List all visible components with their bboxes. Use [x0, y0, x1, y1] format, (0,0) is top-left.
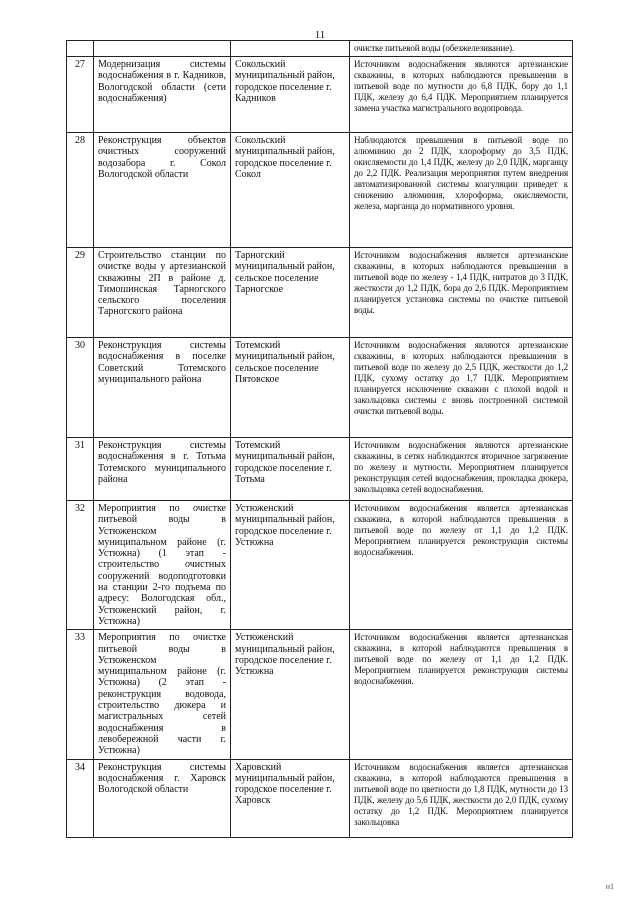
table-row [67, 338, 573, 438]
project-name: Строительство станции по очистке воды у артезианской скважины 2П в районе д. Тимошинская Тарногского сельского поселения Тарногского района [94, 248, 231, 338]
project-description: Источником водоснабжения является артезианская скважина, в которой наблюдаются превышения в питьевой воде по железу от 1,1 до 1,2 ПДК. Мероприятием планируется реконструкция системы водоснабжения. [350, 630, 573, 759]
project-name: Реконструкция системы водоснабжения г. Харовск Вологодской области [94, 759, 231, 837]
project-name: Реконструкция объектов очистных сооружений водозабора г. Сокол Вологодской области [94, 133, 231, 248]
row-number: 30 [67, 338, 94, 438]
municipality: Устюженский муниципальный район, городское поселение г. Устюжна [231, 501, 350, 630]
project-description: Источником водоснабжения является артезианская скважина, в которой наблюдаются превышения в питьевой воде по железу от 1,1 до 1,2 ПДК. Мероприятием планируется реконструкция системы водоснабжения. [350, 501, 573, 630]
project-name: Мероприятия по очистке питьевой воды в Устюженском муниципальном районе (г. Устюжна) (1 этап - строительство очистных сооружений водоподготовки на станции 2-го подъема по адресу: Вологодская обл., Устюженский район, г. Устюжна) [94, 501, 231, 630]
project-name: Реконструкция системы водоснабжения в г. Тотьма Тотемского муниципального района [94, 438, 231, 501]
projects-table [66, 40, 573, 838]
project-name: Реконструкция системы водоснабжения в поселке Советский Тотемского муниципального района [94, 338, 231, 438]
municipality: Устюженский муниципальный район, городское поселение г. Устюжна [231, 630, 350, 759]
project-description: Источником водоснабжения является артезианская скважина, в которой наблюдаются превышения в питьевой воде по цветности до 1,8 ПДК, мутности до 13 ПДК, железу до 5,6 ПДК, жесткости до 2,0 ПДК, сухому остатку до 1,2 ПДК. Мероприятием планируется закольцовка [350, 759, 573, 837]
municipality [231, 41, 350, 57]
project-description: очистке питьевой воды (обезжелезивание). [350, 41, 573, 57]
table-row [67, 630, 573, 759]
table-row [67, 759, 573, 837]
table-row-continuation [67, 41, 573, 57]
row-number: 27 [67, 57, 94, 133]
row-number: 29 [67, 248, 94, 338]
municipality: Тотемский муниципальный район, городское поселение г. Тотьма [231, 438, 350, 501]
table-row [67, 57, 573, 133]
row-number: 31 [67, 438, 94, 501]
project-name: Мероприятия по очистке питьевой воды в Устюженском муниципальном районе (г. Устюжна) (2 этап - реконструкция водовода, строительство дюкера и магистральных сетей водоснабжения в левобережной части г. Устюжна) [94, 630, 231, 759]
project-description: Источником водоснабжения является артезианские скважины, в которых наблюдаются превышения в питьевой воде по железу - 1,4 ПДК, нитратов до 3 ПДК, жесткости до 1,2 ПДК, бора до 2,6 ПДК. Мероприятием планируется установка системы по очистке питьевой воды. [350, 248, 573, 338]
project-description: Источником водоснабжения являются артезианские скважины, в которых наблюдаются превышения в питьевой воде по железу до 2,5 ПДК, жесткости до 1,2 ПДК, сухому остатку до 1,7 ПДК. Мероприятием планируется исключение скважин с плохой водой и закольцовка системы с вновь построенной системой очистки питьевой воды. [350, 338, 573, 438]
table-row [67, 501, 573, 630]
project-description: Источником водоснабжения являются артезианские скважины, в которых наблюдаются превышения в питьевой воде по мутности до 6,8 ПДК, бору до 1,1 ПДК, железу до 6,4 ПДК. Мероприятием планируется замена участка магистрального водопровода. [350, 57, 573, 133]
corner-mark: н1 [605, 882, 614, 891]
municipality: Тарногский муниципальный район, сельское поселение Тарногское [231, 248, 350, 338]
table-row [67, 248, 573, 338]
project-name: Модернизация системы водоснабжения в г. Кадников, Вологодской области (сети водоснабжения) [94, 57, 231, 133]
page-number: 11 [314, 29, 326, 41]
project-description: Наблюдаются превышения в питьевой воде по алюминию до 2 ПДК, хлороформу до 3,5 ПДК, окисляемости до 1,4 ПДК, железу до 2,0 ПДК, марганцу до 2,2 ПДК. Реализация мероприятия путем внедрения автоматизированной системы коагуляции приведет к снижению алюминия, хлороформа, окисляемости, железа, марганца до нормативного уровня. [350, 133, 573, 248]
municipality: Сокольский муниципальный район, городское поселение г. Кадников [231, 57, 350, 133]
municipality: Тотемский муниципальный район, сельское поселение Пятовское [231, 338, 350, 438]
project-name [94, 41, 231, 57]
table-row [67, 133, 573, 248]
project-description: Источником водоснабжения являются артезианские скважины, в сетях наблюдаются вторичное загрязнение по железу и мутности. Мероприятием планируется реконструкция сетей водоснабжения, прокладка дюкера, закольцовка сетей водоснабжения. [350, 438, 573, 501]
municipality: Сокольский муниципальный район, городское поселение г. Сокол [231, 133, 350, 248]
row-number: 34 [67, 759, 94, 837]
row-number: 28 [67, 133, 94, 248]
row-number [67, 41, 94, 57]
table-row [67, 438, 573, 501]
row-number: 32 [67, 501, 94, 630]
municipality: Харовский муниципальный район, городское поселение г. Харовск [231, 759, 350, 837]
row-number: 33 [67, 630, 94, 759]
